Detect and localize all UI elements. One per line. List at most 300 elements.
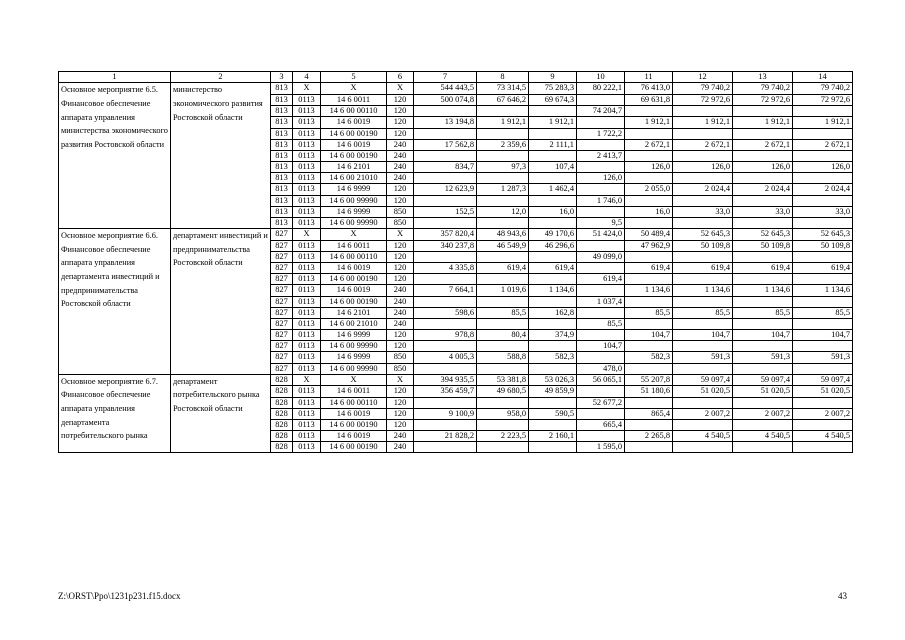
- value-cell: 813: [271, 173, 293, 184]
- value-cell: [793, 341, 853, 352]
- value-cell: 17 562,8: [414, 139, 477, 150]
- value-cell: [673, 106, 733, 117]
- value-cell: 827: [271, 330, 293, 341]
- value-cell: [414, 150, 477, 161]
- value-cell: 14 6 2101: [321, 161, 387, 172]
- value-cell: [414, 420, 477, 431]
- value-cell: [529, 173, 577, 184]
- value-cell: 0113: [293, 397, 321, 408]
- value-cell: 619,4: [733, 262, 793, 273]
- value-cell: [673, 195, 733, 206]
- value-cell: [733, 319, 793, 330]
- value-cell: [733, 218, 793, 229]
- value-cell: 0113: [293, 319, 321, 330]
- value-cell: 240: [387, 319, 414, 330]
- value-cell: 120: [387, 420, 414, 431]
- value-cell: 0113: [293, 274, 321, 285]
- value-cell: 827: [271, 307, 293, 318]
- column-number-cell: 2: [171, 72, 271, 83]
- budget-table: [58, 71, 853, 453]
- value-cell: 1 912,1: [477, 117, 529, 128]
- value-cell: 619,4: [793, 262, 853, 273]
- value-cell: 0113: [293, 431, 321, 442]
- value-cell: [529, 442, 577, 453]
- value-cell: [577, 117, 625, 128]
- value-cell: [529, 319, 577, 330]
- value-cell: 544 443,5: [414, 83, 477, 94]
- value-cell: 104,7: [577, 341, 625, 352]
- value-cell: 240: [387, 161, 414, 172]
- value-cell: 827: [271, 341, 293, 352]
- column-number-cell: 9: [529, 72, 577, 83]
- value-cell: [414, 296, 477, 307]
- value-cell: X: [321, 83, 387, 94]
- value-cell: 14 6 0011: [321, 94, 387, 105]
- value-cell: 52 677,2: [577, 397, 625, 408]
- value-cell: 51 424,0: [577, 229, 625, 240]
- value-cell: 14 6 00 99990: [321, 341, 387, 352]
- value-cell: [733, 106, 793, 117]
- activity-name-cell: Основное мероприятие 6.7. Финансовое обеспечение аппарата управления департамента потребительского рынка: [59, 374, 171, 453]
- value-cell: 2 672,1: [673, 139, 733, 150]
- value-cell: [477, 173, 529, 184]
- value-cell: 50 109,8: [733, 240, 793, 251]
- value-cell: 2 007,2: [733, 408, 793, 419]
- value-cell: 97,3: [477, 161, 529, 172]
- value-cell: 76 413,0: [625, 83, 673, 94]
- value-cell: 2 672,1: [733, 139, 793, 150]
- value-cell: 1 912,1: [673, 117, 733, 128]
- table-row: [59, 229, 853, 240]
- value-cell: 120: [387, 274, 414, 285]
- value-cell: [625, 218, 673, 229]
- value-cell: [577, 139, 625, 150]
- value-cell: [625, 150, 673, 161]
- value-cell: [793, 218, 853, 229]
- value-cell: 2 024,4: [673, 184, 733, 195]
- value-cell: 0113: [293, 117, 321, 128]
- value-cell: 16,0: [529, 206, 577, 217]
- value-cell: 59 097,4: [673, 374, 733, 385]
- value-cell: 828: [271, 386, 293, 397]
- value-cell: 813: [271, 106, 293, 117]
- value-cell: [577, 161, 625, 172]
- value-cell: [673, 319, 733, 330]
- value-cell: [793, 150, 853, 161]
- value-cell: 120: [387, 251, 414, 262]
- column-number-cell: 1: [59, 72, 171, 83]
- value-cell: 72 972,6: [673, 94, 733, 105]
- value-cell: 1 134,6: [733, 285, 793, 296]
- value-cell: 0113: [293, 206, 321, 217]
- value-cell: 14 6 0019: [321, 139, 387, 150]
- value-cell: 120: [387, 106, 414, 117]
- value-cell: [733, 128, 793, 139]
- value-cell: 0113: [293, 240, 321, 251]
- value-cell: [529, 128, 577, 139]
- value-cell: 14 6 00 99990: [321, 195, 387, 206]
- value-cell: 827: [271, 285, 293, 296]
- value-cell: 619,4: [673, 262, 733, 273]
- value-cell: [733, 173, 793, 184]
- value-cell: 33,0: [733, 206, 793, 217]
- column-number-cell: 10: [577, 72, 625, 83]
- value-cell: 813: [271, 206, 293, 217]
- value-cell: [477, 195, 529, 206]
- value-cell: 120: [387, 330, 414, 341]
- value-cell: 0113: [293, 218, 321, 229]
- value-cell: X: [293, 83, 321, 94]
- value-cell: [529, 218, 577, 229]
- value-cell: [477, 341, 529, 352]
- value-cell: [414, 397, 477, 408]
- value-cell: X: [387, 229, 414, 240]
- value-cell: 827: [271, 240, 293, 251]
- value-cell: 828: [271, 431, 293, 442]
- value-cell: 14 6 00 00110: [321, 106, 387, 117]
- value-cell: 0113: [293, 352, 321, 363]
- value-cell: 582,3: [625, 352, 673, 363]
- value-cell: [577, 285, 625, 296]
- value-cell: X: [387, 374, 414, 385]
- value-cell: 2 672,1: [793, 139, 853, 150]
- value-cell: 51 020,5: [673, 386, 733, 397]
- value-cell: 52 645,3: [733, 229, 793, 240]
- value-cell: 619,4: [625, 262, 673, 273]
- value-cell: 14 6 0019: [321, 262, 387, 273]
- value-cell: 1 722,2: [577, 128, 625, 139]
- value-cell: [793, 251, 853, 262]
- value-cell: 0113: [293, 94, 321, 105]
- value-cell: [673, 173, 733, 184]
- value-cell: [414, 195, 477, 206]
- value-cell: 2 223,5: [477, 431, 529, 442]
- value-cell: 2 007,2: [673, 408, 733, 419]
- value-cell: 2 160,1: [529, 431, 577, 442]
- value-cell: 828: [271, 420, 293, 431]
- column-number-cell: 12: [673, 72, 733, 83]
- value-cell: [625, 442, 673, 453]
- value-cell: [625, 274, 673, 285]
- value-cell: 85,5: [673, 307, 733, 318]
- value-cell: 152,5: [414, 206, 477, 217]
- value-cell: 0113: [293, 195, 321, 206]
- value-cell: 120: [387, 408, 414, 419]
- value-cell: [529, 397, 577, 408]
- value-cell: X: [321, 374, 387, 385]
- value-cell: 12,0: [477, 206, 529, 217]
- value-cell: [477, 442, 529, 453]
- value-cell: 4 005,3: [414, 352, 477, 363]
- value-cell: [477, 319, 529, 330]
- value-cell: 958,0: [477, 408, 529, 419]
- value-cell: 4 540,5: [793, 431, 853, 442]
- value-cell: [733, 420, 793, 431]
- value-cell: 0113: [293, 161, 321, 172]
- value-cell: [793, 363, 853, 374]
- value-cell: 56 065,1: [577, 374, 625, 385]
- value-cell: 0113: [293, 307, 321, 318]
- value-cell: [793, 173, 853, 184]
- header-row: [59, 72, 853, 83]
- value-cell: 52 645,3: [673, 229, 733, 240]
- value-cell: 0113: [293, 184, 321, 195]
- value-cell: 14 6 0019: [321, 431, 387, 442]
- value-cell: [733, 150, 793, 161]
- value-cell: 14 6 0019: [321, 285, 387, 296]
- value-cell: 827: [271, 296, 293, 307]
- value-cell: [673, 397, 733, 408]
- value-cell: 2 359,6: [477, 139, 529, 150]
- value-cell: [477, 420, 529, 431]
- value-cell: [673, 341, 733, 352]
- value-cell: 14 6 9999: [321, 352, 387, 363]
- value-cell: 33,0: [793, 206, 853, 217]
- value-cell: [529, 341, 577, 352]
- value-cell: [625, 128, 673, 139]
- value-cell: [414, 251, 477, 262]
- value-cell: 590,5: [529, 408, 577, 419]
- value-cell: 2 055,0: [625, 184, 673, 195]
- value-cell: 80 222,1: [577, 83, 625, 94]
- value-cell: 104,7: [733, 330, 793, 341]
- value-cell: 14 6 00 99990: [321, 218, 387, 229]
- value-cell: 55 207,8: [625, 374, 673, 385]
- value-cell: 52 645,3: [793, 229, 853, 240]
- column-number-cell: 13: [733, 72, 793, 83]
- footer-file-path: Z:\ORST\Ppo\1231p231.f15.docx: [58, 591, 181, 601]
- value-cell: [529, 150, 577, 161]
- value-cell: 14 6 00 00190: [321, 150, 387, 161]
- value-cell: 104,7: [793, 330, 853, 341]
- value-cell: 813: [271, 195, 293, 206]
- column-number-cell: 11: [625, 72, 673, 83]
- value-cell: 85,5: [733, 307, 793, 318]
- value-cell: 827: [271, 229, 293, 240]
- value-cell: [625, 296, 673, 307]
- value-cell: 0113: [293, 363, 321, 374]
- value-cell: [625, 363, 673, 374]
- value-cell: [529, 296, 577, 307]
- value-cell: 1 134,6: [625, 285, 673, 296]
- value-cell: 120: [387, 94, 414, 105]
- value-cell: [414, 173, 477, 184]
- column-number-cell: 8: [477, 72, 529, 83]
- value-cell: 828: [271, 442, 293, 453]
- value-cell: 813: [271, 117, 293, 128]
- value-cell: 14 6 00 99990: [321, 363, 387, 374]
- value-cell: 51 180,6: [625, 386, 673, 397]
- value-cell: 240: [387, 442, 414, 453]
- value-cell: 14 6 00 00190: [321, 296, 387, 307]
- value-cell: [577, 307, 625, 318]
- value-cell: X: [321, 229, 387, 240]
- activity-name-cell: Основное мероприятие 6.6. Финансовое обеспечение аппарата управления департамента инвестиций и предпринимательства Ростовской области: [59, 229, 171, 375]
- value-cell: 126,0: [793, 161, 853, 172]
- table-row: [59, 374, 853, 385]
- value-cell: [793, 106, 853, 117]
- value-cell: 120: [387, 117, 414, 128]
- value-cell: 53 026,3: [529, 374, 577, 385]
- value-cell: 104,7: [673, 330, 733, 341]
- value-cell: 0113: [293, 128, 321, 139]
- value-cell: [529, 420, 577, 431]
- value-cell: 4 335,8: [414, 262, 477, 273]
- value-cell: [793, 442, 853, 453]
- value-cell: 51 020,5: [793, 386, 853, 397]
- value-cell: [477, 251, 529, 262]
- value-cell: 0113: [293, 262, 321, 273]
- value-cell: 813: [271, 94, 293, 105]
- value-cell: [793, 128, 853, 139]
- value-cell: 619,4: [477, 262, 529, 273]
- value-cell: 49 680,5: [477, 386, 529, 397]
- value-cell: 582,3: [529, 352, 577, 363]
- value-cell: 126,0: [733, 161, 793, 172]
- value-cell: 394 935,5: [414, 374, 477, 385]
- executor-cell: департамент инвестиций и предпринимательства Ростовской области: [171, 229, 271, 375]
- value-cell: X: [293, 374, 321, 385]
- value-cell: 850: [387, 363, 414, 374]
- value-cell: X: [387, 83, 414, 94]
- value-cell: 827: [271, 274, 293, 285]
- value-cell: [733, 251, 793, 262]
- value-cell: 240: [387, 139, 414, 150]
- value-cell: 85,5: [793, 307, 853, 318]
- executor-cell: министерство экономического развития Ростовской области: [171, 83, 271, 229]
- value-cell: [673, 420, 733, 431]
- value-cell: 813: [271, 139, 293, 150]
- value-cell: 67 646,2: [477, 94, 529, 105]
- value-cell: 813: [271, 184, 293, 195]
- value-cell: 120: [387, 128, 414, 139]
- value-cell: 14 6 00 00190: [321, 420, 387, 431]
- value-cell: 48 943,6: [477, 229, 529, 240]
- value-cell: 73 314,5: [477, 83, 529, 94]
- value-cell: [477, 397, 529, 408]
- value-cell: 49 099,0: [577, 251, 625, 262]
- column-number-cell: 7: [414, 72, 477, 83]
- value-cell: [625, 319, 673, 330]
- value-cell: 120: [387, 195, 414, 206]
- value-cell: 0113: [293, 150, 321, 161]
- value-cell: 591,3: [673, 352, 733, 363]
- value-cell: 120: [387, 397, 414, 408]
- value-cell: 340 237,8: [414, 240, 477, 251]
- value-cell: 14 6 0019: [321, 117, 387, 128]
- value-cell: 21 828,2: [414, 431, 477, 442]
- value-cell: [625, 106, 673, 117]
- value-cell: 834,7: [414, 161, 477, 172]
- value-cell: 850: [387, 206, 414, 217]
- value-cell: 1 462,4: [529, 184, 577, 195]
- value-cell: 813: [271, 150, 293, 161]
- value-cell: [673, 442, 733, 453]
- value-cell: [414, 363, 477, 374]
- value-cell: 827: [271, 363, 293, 374]
- value-cell: [414, 442, 477, 453]
- value-cell: 9,5: [577, 218, 625, 229]
- value-cell: 49 170,6: [529, 229, 577, 240]
- value-cell: 13 194,8: [414, 117, 477, 128]
- value-cell: [529, 195, 577, 206]
- footer-page-number: 43: [838, 591, 847, 601]
- value-cell: 0113: [293, 408, 321, 419]
- value-cell: 0113: [293, 341, 321, 352]
- value-cell: 1 912,1: [529, 117, 577, 128]
- value-cell: 79 740,2: [793, 83, 853, 94]
- value-cell: [673, 251, 733, 262]
- value-cell: 0113: [293, 296, 321, 307]
- value-cell: 50 109,8: [673, 240, 733, 251]
- value-cell: 80,4: [477, 330, 529, 341]
- value-cell: [733, 296, 793, 307]
- value-cell: 69 674,3: [529, 94, 577, 105]
- value-cell: 46 296,6: [529, 240, 577, 251]
- value-cell: 850: [387, 218, 414, 229]
- value-cell: [529, 274, 577, 285]
- value-cell: [414, 106, 477, 117]
- value-cell: 813: [271, 161, 293, 172]
- value-cell: 1 019,6: [477, 285, 529, 296]
- value-cell: 0113: [293, 285, 321, 296]
- value-cell: 2 024,4: [793, 184, 853, 195]
- value-cell: [673, 296, 733, 307]
- value-cell: 357 820,4: [414, 229, 477, 240]
- value-cell: 2 413,7: [577, 150, 625, 161]
- value-cell: 850: [387, 352, 414, 363]
- value-cell: [673, 128, 733, 139]
- value-cell: [793, 319, 853, 330]
- value-cell: 14 6 9999: [321, 330, 387, 341]
- value-cell: 120: [387, 240, 414, 251]
- value-cell: 0113: [293, 330, 321, 341]
- value-cell: 0113: [293, 386, 321, 397]
- value-cell: [577, 330, 625, 341]
- column-number-cell: 5: [321, 72, 387, 83]
- activity-name-cell: Основное мероприятие 6.5. Финансовое обеспечение аппарата управления министерства экономического развития Ростовской области: [59, 83, 171, 229]
- value-cell: [733, 274, 793, 285]
- value-cell: [477, 274, 529, 285]
- value-cell: [793, 195, 853, 206]
- value-cell: [577, 408, 625, 419]
- value-cell: [529, 106, 577, 117]
- value-cell: [625, 420, 673, 431]
- value-cell: 865,4: [625, 408, 673, 419]
- value-cell: [414, 319, 477, 330]
- value-cell: 813: [271, 128, 293, 139]
- value-cell: 162,8: [529, 307, 577, 318]
- value-cell: 126,0: [625, 161, 673, 172]
- value-cell: 591,3: [733, 352, 793, 363]
- value-cell: 2 265,8: [625, 431, 673, 442]
- value-cell: [625, 251, 673, 262]
- value-cell: 356 459,7: [414, 386, 477, 397]
- value-cell: 7 664,1: [414, 285, 477, 296]
- value-cell: [577, 352, 625, 363]
- value-cell: 2 007,2: [793, 408, 853, 419]
- value-cell: 120: [387, 341, 414, 352]
- value-cell: 14 6 00 00190: [321, 274, 387, 285]
- value-cell: [793, 296, 853, 307]
- value-cell: 120: [387, 386, 414, 397]
- value-cell: 4 540,5: [733, 431, 793, 442]
- value-cell: [625, 397, 673, 408]
- value-cell: 104,7: [625, 330, 673, 341]
- value-cell: 14 6 00 00190: [321, 442, 387, 453]
- value-cell: 47 962,9: [625, 240, 673, 251]
- value-cell: [673, 363, 733, 374]
